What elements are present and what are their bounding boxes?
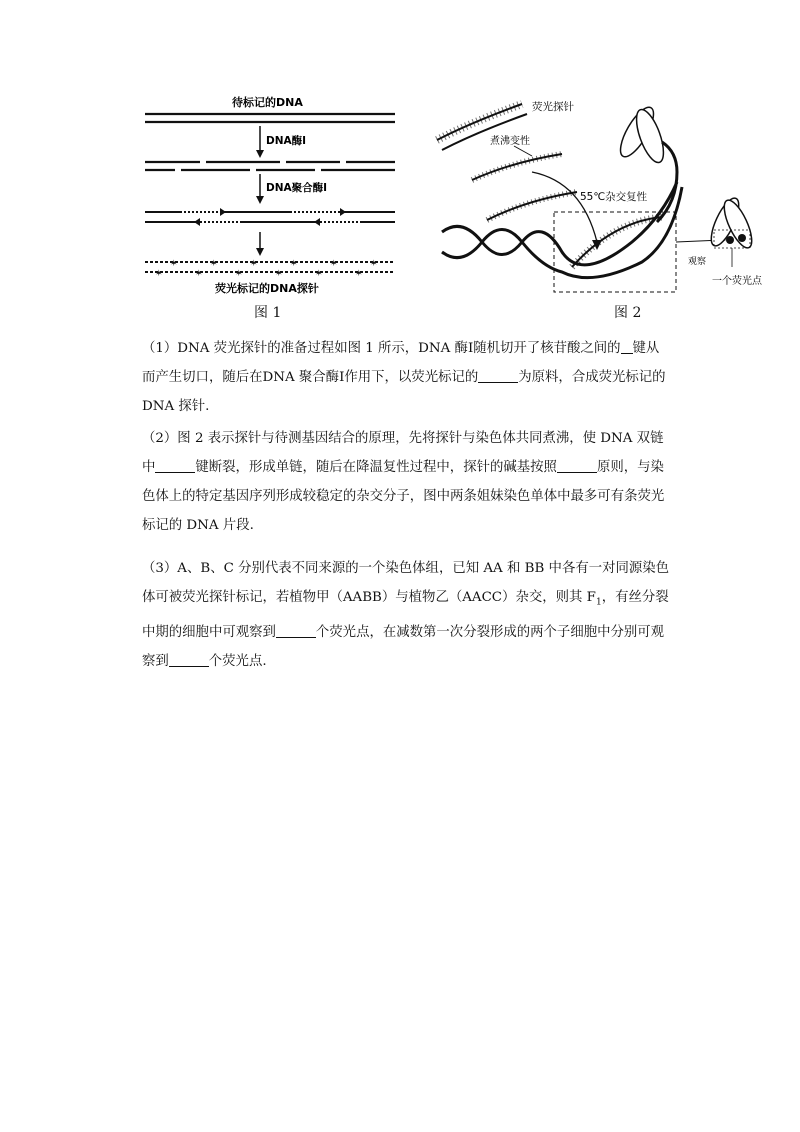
- question-1: [142, 334, 672, 421]
- q3-blank-1[interactable]: [276, 623, 316, 638]
- svg-text:✶: ✶: [170, 259, 178, 269]
- q1-prefix: （1）DNA 荧光探针的准备过程如图 1 所示，DNA 酶Ⅰ随机切开了核苷酸之间的: [142, 341, 621, 356]
- figure-1-diagram: [140, 92, 410, 327]
- figure-2-diagram: [432, 92, 772, 327]
- fig1-title: 待标记的DNA: [232, 96, 303, 109]
- fig1-step2: DNA聚合酶Ⅰ: [266, 182, 328, 194]
- q2-prefix: （2）图 2 表示探针与待测基因结合的原理，先将探针与染色体共同煮沸，使 DNA 双链中: [142, 431, 664, 475]
- figure-1: [140, 92, 410, 327]
- svg-text:✶: ✶: [290, 259, 298, 269]
- q1-mid: 键从而产生切口，随后在DNA 聚合酶Ⅰ作用下，以荧光标记的: [142, 341, 660, 385]
- q2-mid: 键断裂，形成单链，随后在降温复性过程中，探针的碱基按照: [195, 460, 557, 475]
- svg-text:✶: ✶: [195, 269, 203, 279]
- q1-suffix: 为原料，合成荧光标记的 DNA 探针.: [142, 370, 666, 414]
- q3-mid: ，有丝分裂中期的细胞中可观察到: [142, 590, 669, 640]
- svg-text:✶: ✶: [155, 269, 163, 279]
- q3-blank-2[interactable]: [169, 652, 209, 667]
- q2-suffix: 原则，与染色体上的特定基因序列形成较稳定的杂交分子，图中两条姐妹染色单体中最多可有: [142, 460, 664, 504]
- svg-text:✶: ✶: [355, 269, 363, 279]
- svg-text:✶: ✶: [235, 269, 243, 279]
- svg-text:✶: ✶: [315, 269, 323, 279]
- fig2-anneal-label: 55℃杂交复性: [580, 191, 648, 203]
- svg-text:✶: ✶: [330, 259, 338, 269]
- q3-sub: 1: [595, 597, 602, 608]
- svg-text:✶: ✶: [275, 269, 283, 279]
- question-2: [142, 424, 672, 540]
- question-3: [142, 554, 672, 676]
- fig1-caption: 图 1: [254, 305, 282, 321]
- fig2-spot-label: 一个荧光点: [712, 276, 762, 287]
- q3-mid2: 个荧光点，在减数第一次分裂形成的两个子细胞中分别可观察到: [142, 624, 665, 669]
- figure-2: [432, 92, 772, 327]
- q2-blank-1[interactable]: [155, 458, 195, 473]
- svg-text:✶: ✶: [210, 259, 218, 269]
- fig2-observe-label: 观察: [688, 257, 707, 267]
- q3-end: 个荧光点.: [208, 653, 267, 669]
- q1-blank-1[interactable]: [621, 339, 633, 354]
- svg-text:✶: ✶: [370, 259, 378, 269]
- q2-blank-2[interactable]: [557, 458, 597, 473]
- svg-text:✶: ✶: [250, 259, 258, 269]
- q2-end: 条荧光标记的 DNA 片段.: [142, 489, 665, 533]
- q1-blank-2[interactable]: [478, 368, 518, 383]
- fig2-probe-label: 荧光探针: [532, 101, 574, 113]
- fig2-boil-label: 煮沸变性: [490, 136, 530, 147]
- q3-prefix: （3）A、B、C 分别代表不同来源的一个染色体组，已知 AA 和 BB 中各有一对同源染色体可被荧光探针标记，若植物甲（AABB）与植物乙（AACC）杂交，则其 F: [142, 561, 670, 605]
- fig1-step1: DNA酶Ⅰ: [266, 135, 307, 147]
- fig1-bottom-label: 荧光标记的DNA探针: [215, 282, 319, 295]
- fig2-caption: 图 2: [614, 305, 642, 321]
